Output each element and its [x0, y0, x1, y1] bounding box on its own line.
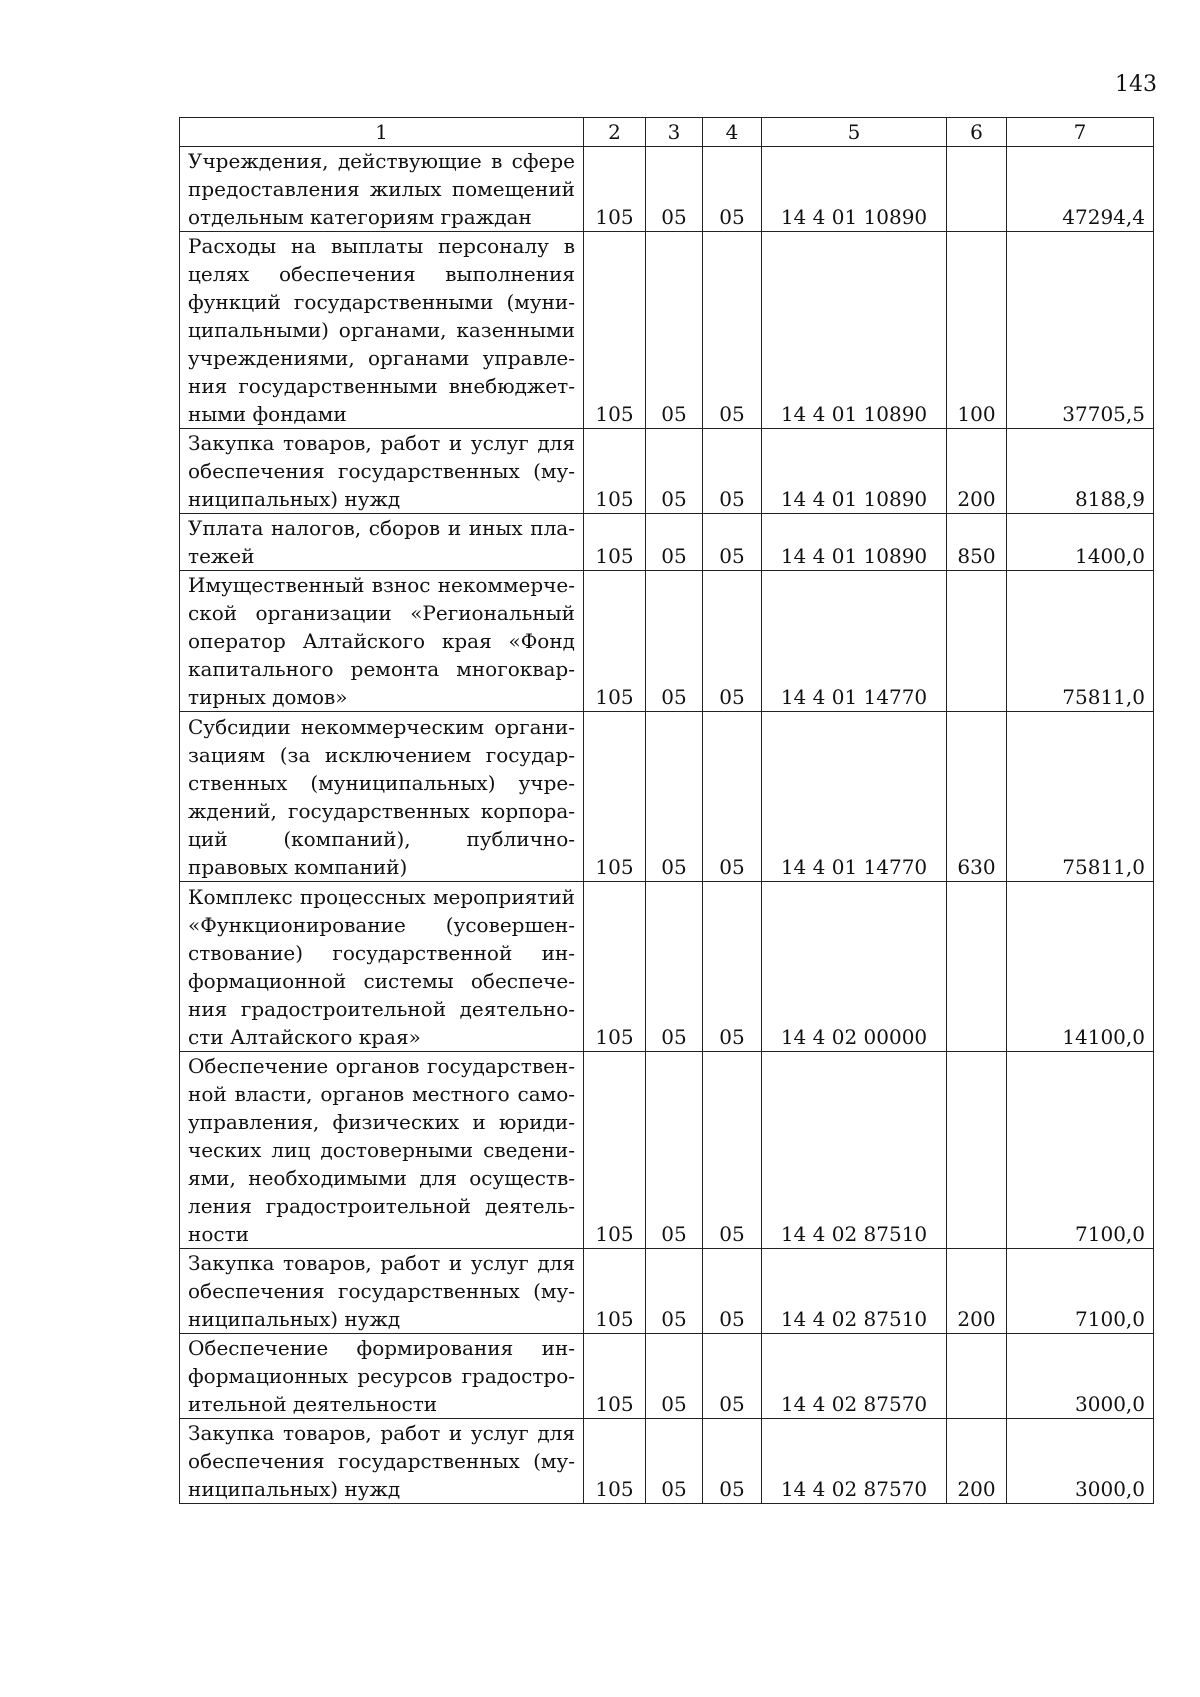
- row-description: Закупка товаров, работ и услуг для обеспечения государственных (му-ниципальных) нужд: [180, 1249, 584, 1334]
- cell-col7: 3000,0: [1007, 1419, 1154, 1504]
- cell-col5: 14 4 01 14770: [762, 712, 947, 882]
- cell-col7: 14100,0: [1007, 882, 1154, 1052]
- table-row: [180, 571, 1154, 712]
- table-row: [180, 1052, 1154, 1249]
- row-description: Закупка товаров, работ и услуг для обеспечения государственных (му-ниципальных) нужд: [180, 1419, 584, 1504]
- row-description: Учреждения, действующие в сфере предоставления жилых помещений отдельным категориям граждан: [180, 147, 584, 232]
- header-cell: 5: [762, 118, 947, 147]
- cell-col3: 05: [646, 882, 703, 1052]
- cell-col4: 05: [703, 1334, 762, 1419]
- cell-col6: 200: [947, 1419, 1007, 1504]
- cell-col4: 05: [703, 712, 762, 882]
- cell-col5: 14 4 02 87510: [762, 1249, 947, 1334]
- header-cell: 1: [180, 118, 584, 147]
- budget-table: [179, 117, 1154, 1504]
- cell-col3: 05: [646, 1334, 703, 1419]
- row-description: Расходы на выплаты персоналу в целях обеспечения выполнения функций государственными (муни-ципальными) органами, казенными учреждениями, органами управле-ния государственными внебюджет-ными фондами: [180, 232, 584, 429]
- table-row: [180, 712, 1154, 882]
- cell-col2: 105: [584, 147, 646, 232]
- cell-col3: 05: [646, 1419, 703, 1504]
- cell-col6: 200: [947, 429, 1007, 514]
- cell-col7: 8188,9: [1007, 429, 1154, 514]
- table-header-row: [180, 118, 1154, 147]
- cell-col6: [947, 882, 1007, 1052]
- cell-col2: 105: [584, 232, 646, 429]
- cell-col2: 105: [584, 1334, 646, 1419]
- cell-col3: 05: [646, 1249, 703, 1334]
- cell-col5: 14 4 02 87510: [762, 1052, 947, 1249]
- table-row: [180, 232, 1154, 429]
- cell-col2: 105: [584, 429, 646, 514]
- row-description: Субсидии некоммерческим органи-зациям (за исключением государ-ственных (муниципальных) учре-ждений, государственных корпора-ций (компаний), публично-правовых компаний): [180, 712, 584, 882]
- row-description: Имущественный взнос некоммерче-ской организации «Региональный оператор Алтайского края «Фонд капитального ремонта многоквар-тирных домов»: [180, 571, 584, 712]
- row-description: Обеспечение формирования ин-формационных ресурсов градостро-ительной деятельности: [180, 1334, 584, 1419]
- row-description: Уплата налогов, сборов и иных пла-тежей: [180, 514, 584, 571]
- cell-col3: 05: [646, 571, 703, 712]
- cell-col2: 105: [584, 882, 646, 1052]
- cell-col7: 75811,0: [1007, 571, 1154, 712]
- cell-col7: 47294,4: [1007, 147, 1154, 232]
- header-cell: 4: [703, 118, 762, 147]
- cell-col7: 7100,0: [1007, 1249, 1154, 1334]
- cell-col6: [947, 147, 1007, 232]
- cell-col5: 14 4 01 10890: [762, 514, 947, 571]
- cell-col6: [947, 1052, 1007, 1249]
- cell-col4: 05: [703, 232, 762, 429]
- cell-col5: 14 4 01 10890: [762, 232, 947, 429]
- cell-col7: 37705,5: [1007, 232, 1154, 429]
- cell-col4: 05: [703, 1249, 762, 1334]
- row-description: Обеспечение органов государствен-ной власти, органов местного само-управления, физических и юриди-ческих лиц достоверными сведени-ями, необходимыми для осуществ-ления градостроительной деятель-ности: [180, 1052, 584, 1249]
- cell-col4: 05: [703, 1419, 762, 1504]
- cell-col4: 05: [703, 882, 762, 1052]
- cell-col3: 05: [646, 232, 703, 429]
- table-row: [180, 147, 1154, 232]
- row-description: Комплекс процессных мероприятий «Функционирование (усовершен-ствование) государственной ин-формационной системы обеспече-ния градостроительной деятельно-сти Алтайского края»: [180, 882, 584, 1052]
- header-cell: 3: [646, 118, 703, 147]
- cell-col6: 630: [947, 712, 1007, 882]
- header-cell: 2: [584, 118, 646, 147]
- cell-col2: 105: [584, 712, 646, 882]
- cell-col4: 05: [703, 147, 762, 232]
- cell-col3: 05: [646, 712, 703, 882]
- cell-col2: 105: [584, 514, 646, 571]
- cell-col2: 105: [584, 1419, 646, 1504]
- table-row: [180, 1249, 1154, 1334]
- cell-col5: 14 4 02 87570: [762, 1419, 947, 1504]
- cell-col7: 3000,0: [1007, 1334, 1154, 1419]
- table-row: [180, 1334, 1154, 1419]
- header-cell: 6: [947, 118, 1007, 147]
- cell-col3: 05: [646, 1052, 703, 1249]
- table-row: [180, 514, 1154, 571]
- cell-col6: 850: [947, 514, 1007, 571]
- table-row: [180, 1419, 1154, 1504]
- cell-col6: [947, 1334, 1007, 1419]
- cell-col3: 05: [646, 514, 703, 571]
- cell-col2: 105: [584, 1249, 646, 1334]
- cell-col7: 7100,0: [1007, 1052, 1154, 1249]
- cell-col2: 105: [584, 571, 646, 712]
- cell-col2: 105: [584, 1052, 646, 1249]
- row-description: Закупка товаров, работ и услуг для обеспечения государственных (му-ниципальных) нужд: [180, 429, 584, 514]
- cell-col4: 05: [703, 1052, 762, 1249]
- cell-col6: 200: [947, 1249, 1007, 1334]
- cell-col4: 05: [703, 571, 762, 712]
- cell-col5: 14 4 01 14770: [762, 571, 947, 712]
- cell-col7: 1400,0: [1007, 514, 1154, 571]
- cell-col4: 05: [703, 514, 762, 571]
- table-row: [180, 429, 1154, 514]
- table-row: [180, 882, 1154, 1052]
- cell-col3: 05: [646, 429, 703, 514]
- cell-col7: 75811,0: [1007, 712, 1154, 882]
- cell-col4: 05: [703, 429, 762, 514]
- cell-col5: 14 4 02 00000: [762, 882, 947, 1052]
- cell-col6: [947, 571, 1007, 712]
- header-cell: 7: [1007, 118, 1154, 147]
- cell-col6: 100: [947, 232, 1007, 429]
- cell-col5: 14 4 01 10890: [762, 429, 947, 514]
- cell-col5: 14 4 01 10890: [762, 147, 947, 232]
- cell-col3: 05: [646, 147, 703, 232]
- cell-col5: 14 4 02 87570: [762, 1334, 947, 1419]
- page-number: 143: [1115, 72, 1157, 97]
